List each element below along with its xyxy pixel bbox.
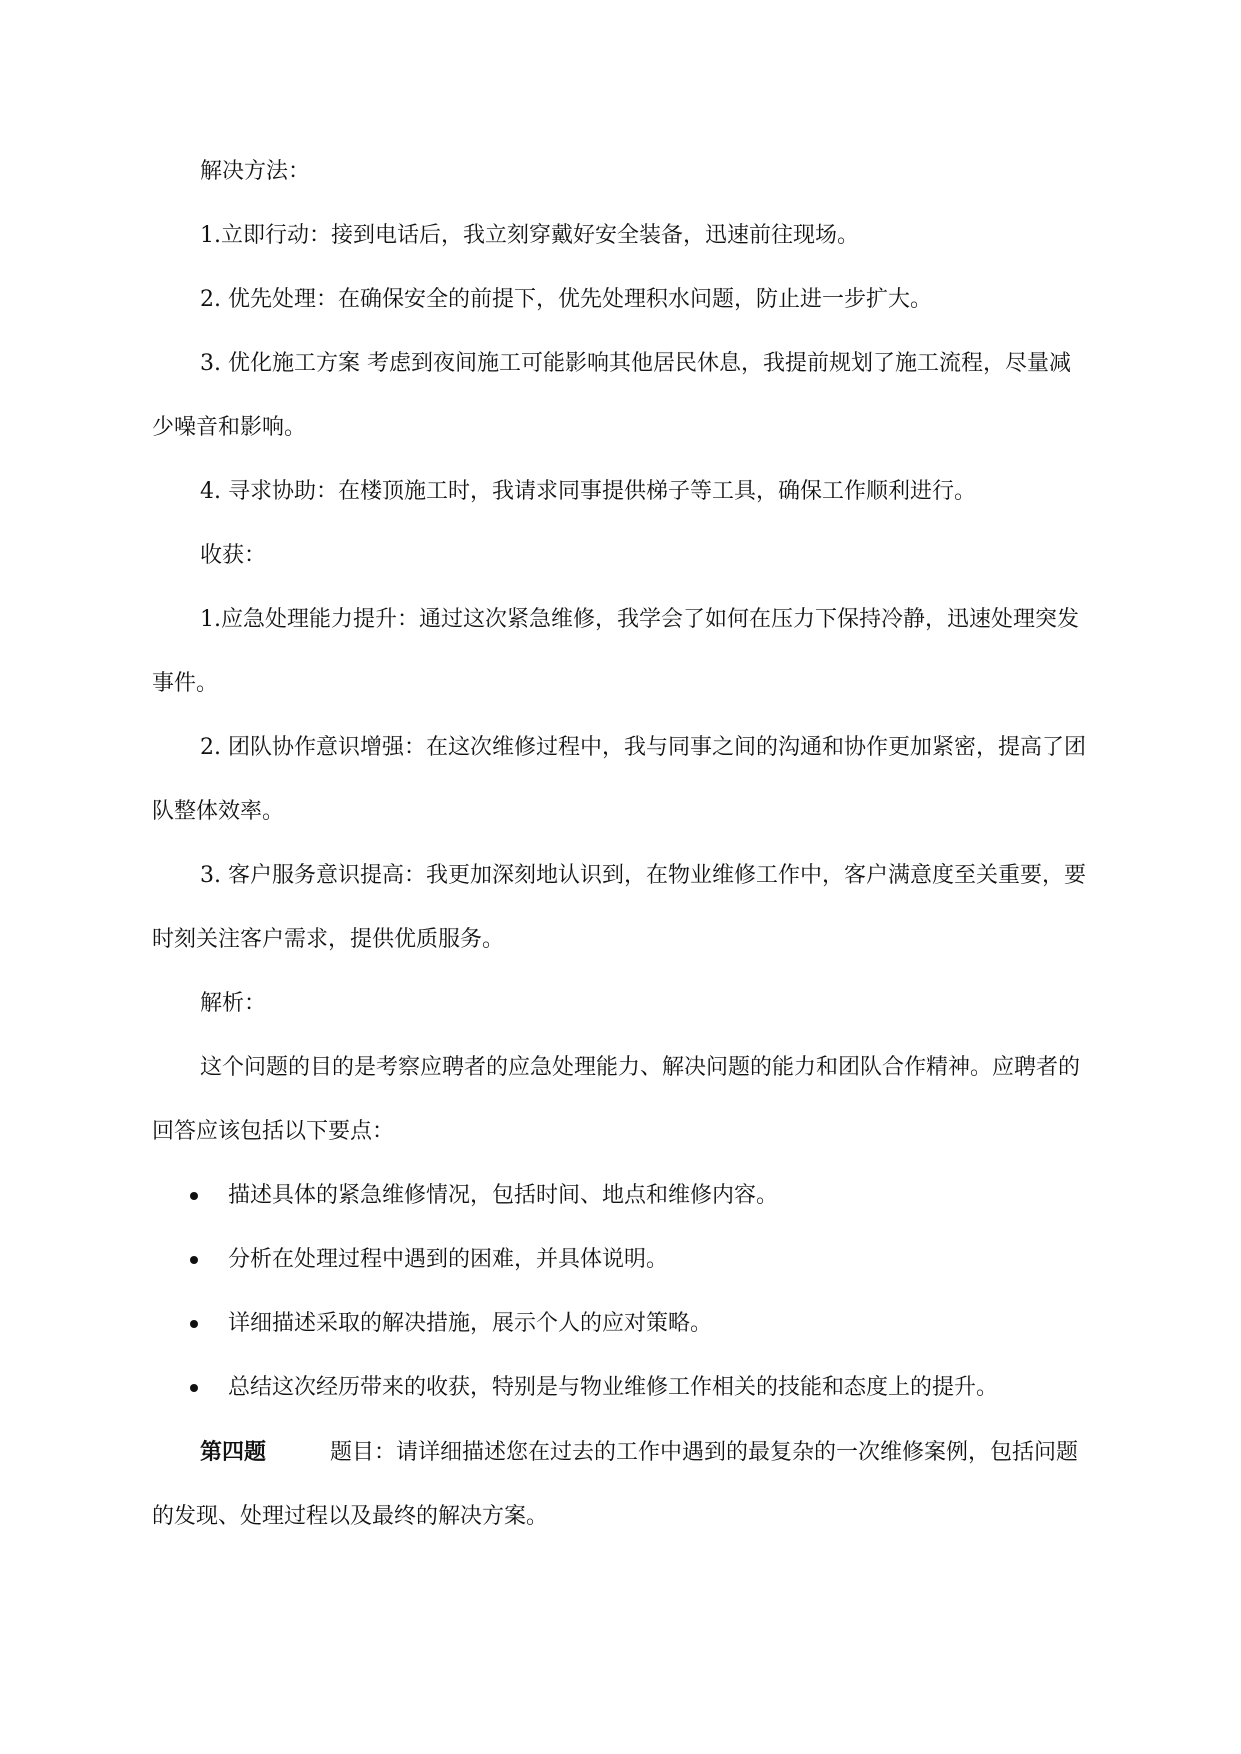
analysis-bullet-text: 总结这次经历带来的收获，特别是与物业维修工作相关的技能和态度上的提升。 [228,1375,999,1400]
question-4-label: 第四题 [200,1439,267,1465]
solution-item-2: 2. 优先处理：在确保安全的前提下，优先处理积水问题，防止进一步扩大。 [200,287,932,312]
bullet-dot-icon [190,1320,198,1328]
solution-item-1: 1.立即行动：接到电话后，我立刻穿戴好安全装备，迅速前往现场。 [200,223,859,248]
question-4 [152,1420,1092,1549]
solution-item-4: 4. 寻求协助：在楼顶施工时，我请求同事提供梯子等工具，确保工作顺利进行。 [200,479,976,504]
solution-heading: 解决方法： [200,159,311,184]
analysis-bullet-text: 分析在处理过程中遇到的困难，并具体说明。 [228,1247,669,1272]
analysis-bullet-item [152,1164,1092,1228]
question-4-text: 题目：请详细描述您在过去的工作中遇到的最复杂的一次维修案例，包括问题的发现、处理过程以及最终的解决方案。 [152,1440,1079,1529]
analysis-bullet-item [152,1292,1092,1356]
analysis-bullet-text: 描述具体的紧急维修情况，包括时间、地点和维修内容。 [228,1183,779,1208]
analysis-bullet-item [152,1228,1092,1292]
gains-item-1: 1.应急处理能力提升：通过这次紧急维修，我学会了如何在压力下保持冷静，迅速处理突发事件。 [152,607,1079,696]
bullet-dot-icon [190,1256,198,1264]
analysis-heading: 解析： [200,991,267,1016]
analysis-bullet-list [152,1164,1092,1420]
analysis-intro: 这个问题的目的是考察应聘者的应急处理能力、解决问题的能力和团队合作精神。应聘者的回答应该包括以下要点： [152,1055,1081,1144]
gains-item-3: 3. 客户服务意识提高：我更加深刻地认识到，在物业维修工作中，客户满意度至关重要，要时刻关注客户需求，提供优质服务。 [152,863,1086,952]
analysis-bullet-item [152,1356,1092,1420]
document-body [152,140,1092,1549]
bullet-dot-icon [190,1384,198,1392]
analysis-bullet-text: 详细描述采取的解决措施，展示个人的应对策略。 [228,1311,713,1336]
solution-item-3: 3. 优化施工方案 考虑到夜间施工可能影响其他居民休息，我提前规划了施工流程，尽量减少噪音和影响。 [152,351,1071,440]
gains-item-2: 2. 团队协作意识增强：在这次维修过程中，我与同事之间的沟通和协作更加紧密，提高了团队整体效率。 [152,735,1086,824]
gains-heading: 收获： [200,543,267,568]
bullet-dot-icon [190,1192,198,1200]
